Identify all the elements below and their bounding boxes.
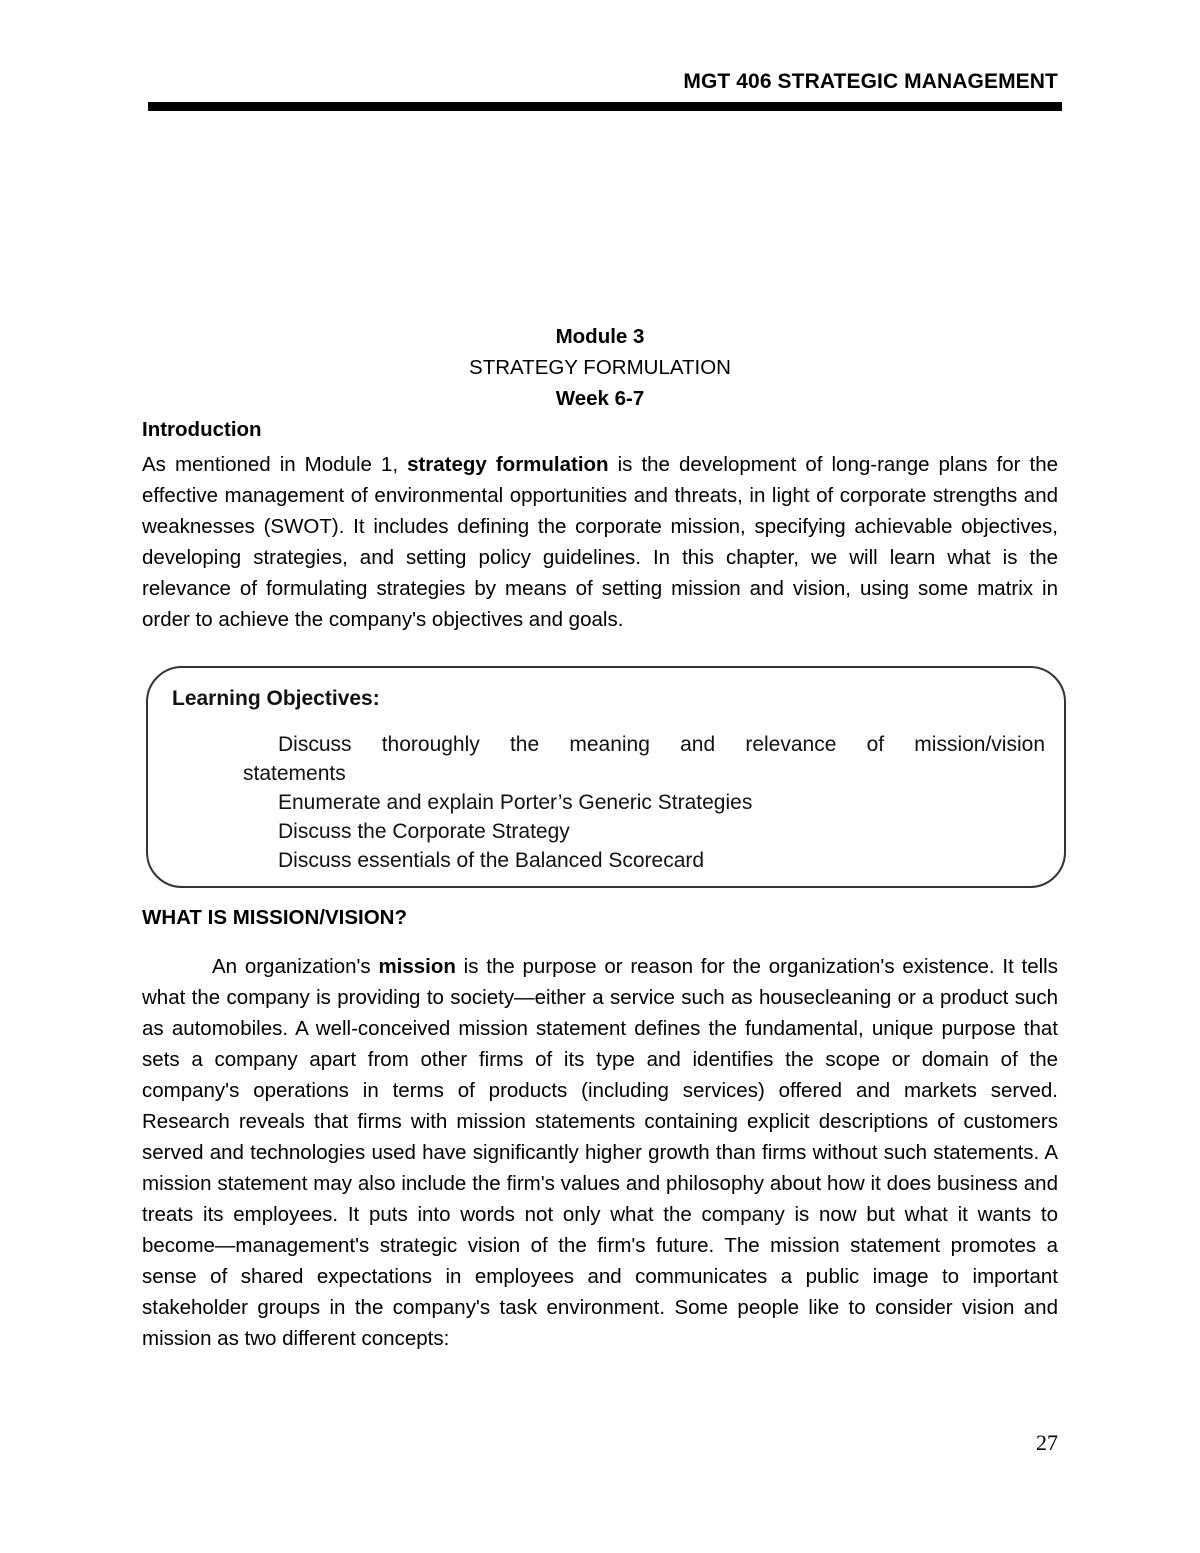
page-number: 27	[1036, 1430, 1058, 1455]
objective-item-continuation: statements	[243, 762, 346, 785]
introduction-heading: Introduction	[142, 418, 262, 441]
learning-objectives-list	[243, 730, 1045, 875]
module-week: Week 6-7	[555, 387, 645, 410]
mission-body: is the purpose or reason for the organization's existence. It tells what the company is providing to society—either a service such as housecleaning or a product such as automobiles. A well-conceived mission statement defines the fundamental, unique purpose that sets a company apart from other firms of its type and identifies the scope or domain of the company's operations in terms of products (including services) offered and markets served. Research reveals that firms with mission statements containing explicit descriptions of customers served and technologies used have significantly higher growth than firms without such statements. A mission statement may also include the firm's values and philosophy about how it does business and treats its employees. It puts into words not only what the company is now but what it wants to become—management's strategic vision of the firm's future. The mission statement promotes a sense of shared expectations in employees and communicates a public image to important stakeholder groups in the company's task environment. Some people like to consider vision and mission as two different concepts:	[142, 955, 1058, 1350]
introduction-paragraph	[142, 449, 1058, 635]
objective-item: Discuss thoroughly the meaning and relevance of mission/vision	[278, 733, 1045, 756]
introduction-body: is the development of long-range plans for the effective management of environmental opportunities and threats, in light of corporate strengths and weaknesses (SWOT). It includes defining the corporate mission, specifying achievable objectives, developing strategies, and setting policy guidelines. In this chapter, we will learn what is the relevance of formulating strategies by means of setting mission and vision, using some matrix in order to achieve the company's objectives and goals.	[142, 453, 1058, 631]
mission-bold-term: mission	[378, 955, 456, 978]
header-rule	[148, 102, 1062, 111]
module-title: STRATEGY FORMULATION	[469, 356, 731, 379]
learning-objectives-title: Learning Objectives:	[172, 687, 380, 710]
learning-objectives-box	[146, 666, 1066, 888]
document-header-title: MGT 406 STRATEGIC MANAGEMENT	[683, 70, 1058, 93]
mission-lead: An organization's	[212, 955, 379, 978]
objective-item: Enumerate and explain Porter’s Generic Strategies	[278, 791, 753, 814]
mission-paragraph	[142, 951, 1058, 1354]
introduction-bold-term: strategy formulation	[407, 453, 609, 476]
objective-item: Discuss essentials of the Balanced Scorecard	[278, 849, 705, 872]
objective-item: Discuss the Corporate Strategy	[278, 820, 570, 843]
module-label: Module 3	[555, 325, 645, 348]
introduction-lead: As mentioned in Module 1,	[142, 453, 408, 476]
mission-vision-heading: WHAT IS MISSION/VISION?	[142, 906, 407, 929]
